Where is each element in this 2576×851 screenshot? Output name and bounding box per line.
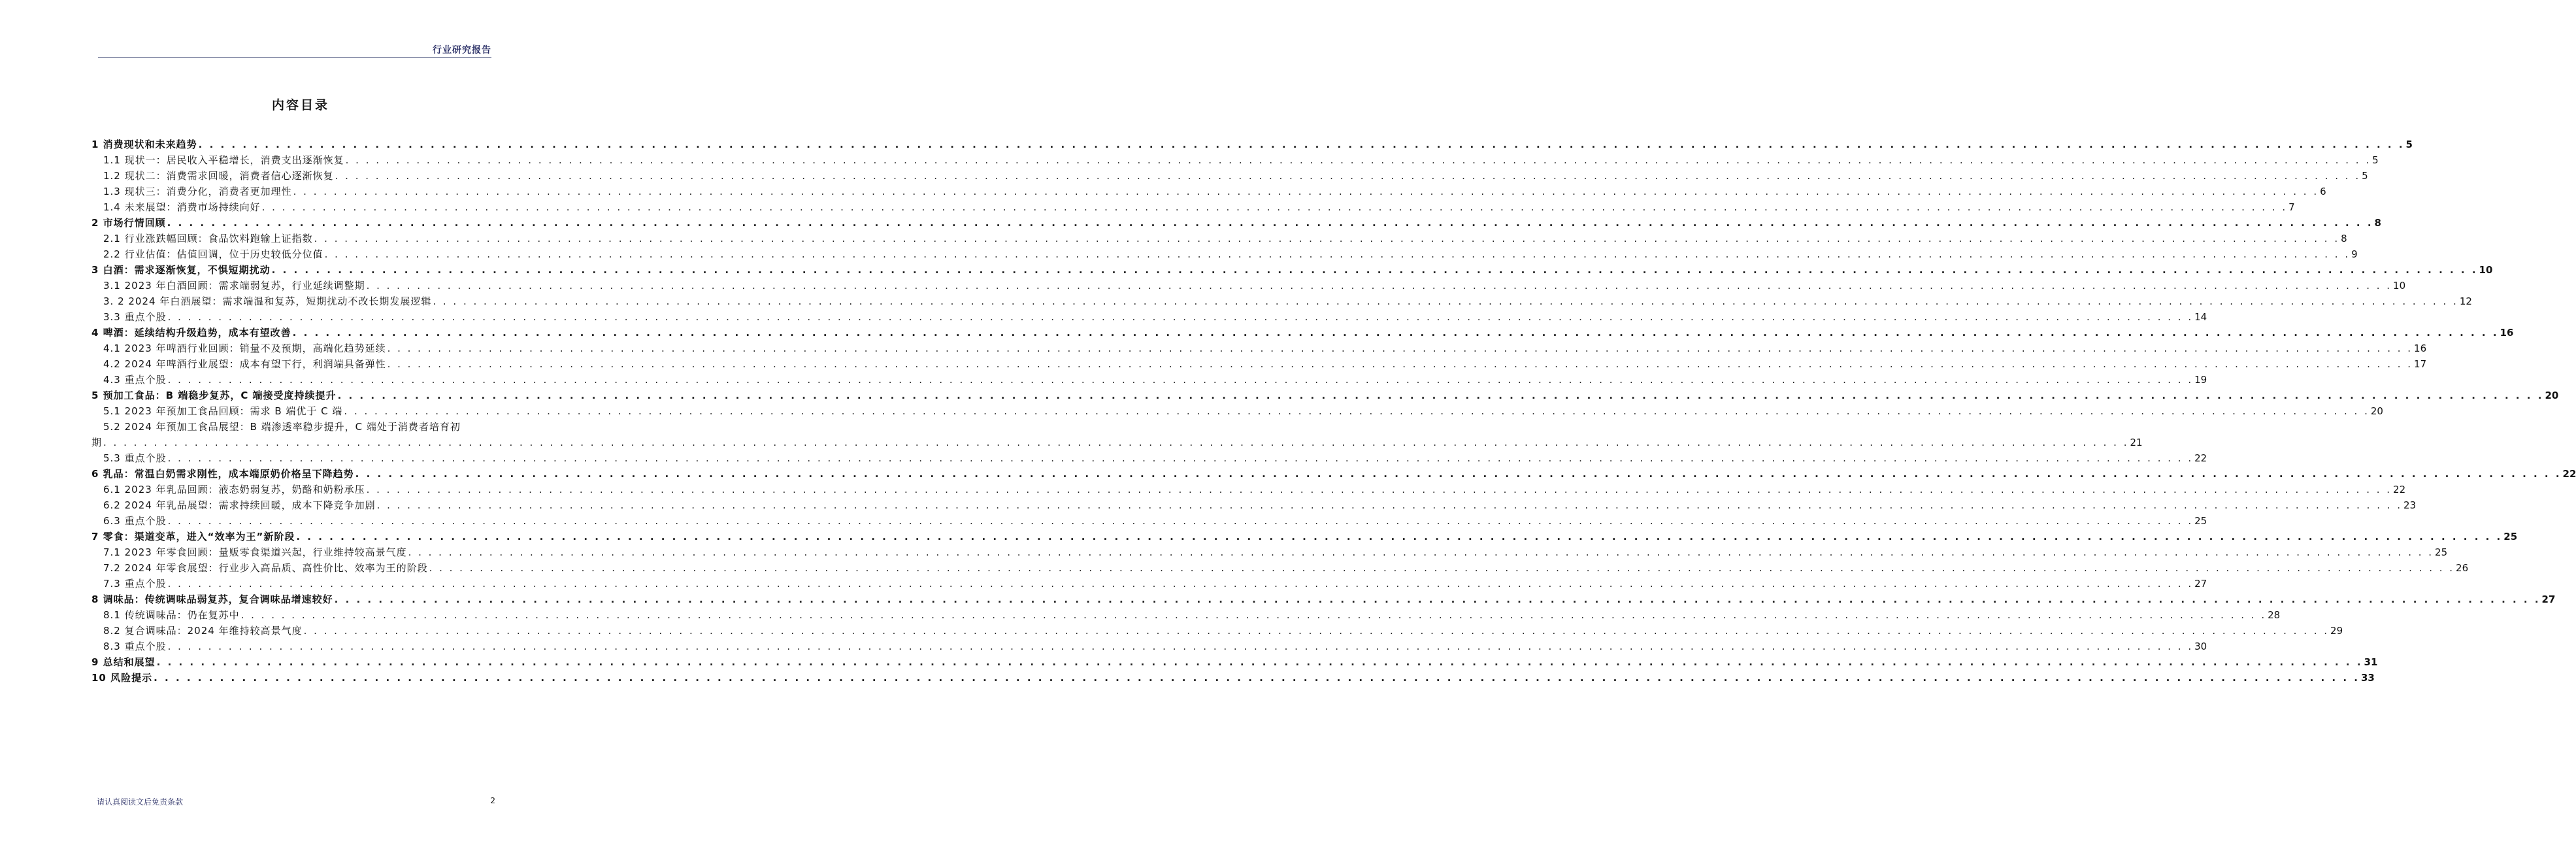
toc-entry-label: 2 市场行情回顾 xyxy=(91,217,166,229)
toc-dot-leader: . . . . . . . . . . . . . . . . . . . . . . . . . . . . . . . . . . . . . . . . . . . . . . . . . . . . . . . . . . . . . . . . . . . . . . . . . . . . . . . . . . . . . . . . . . . . . . . . . . . . . . . . . . . . . . . . . . . . . . . . . . . . . . . . . . . . . . . . . . . . . . . . . . . . . . . . . . . . . . . . . . . . . . . . . . . . . . . . . . . . . . . . . . . . . . . . . . . . . . . . xyxy=(167,311,2194,323)
toc-entry-label: 4 啤酒：延续结构升级趋势，成本有望改善 xyxy=(91,327,291,339)
toc-entry-page: 16 xyxy=(2414,342,2427,354)
toc-entry-label: 8 调味品：传统调味品弱复苏，复合调味品增速较好 xyxy=(91,593,333,605)
toc-entry[interactable] xyxy=(91,417,501,433)
toc-dot-leader: . . . . . . . . . . . . . . . . . . . . . . . . . . . . . . . . . . . . . . . . . . . . . . . . . . . . . . . . . . . . . . . . . . . . . . . . . . . . . . . . . . . . . . . . . . . . . . . . . . . . . . . . . . . . . . . . . . . . . . . . . . . . . . . . . . . . . . . . . . . . . . . . . . . . . . . . . . . . . . . . . . . . . . . . . . . . . . . . . . . . . . . . . . . . . . . . . . . . . . . . xyxy=(156,656,2363,668)
toc-entry-page: 25 xyxy=(2194,515,2207,527)
toc-entry-label: 3 白酒：需求逐渐恢复，不惧短期扰动 xyxy=(91,264,271,276)
toc-entry[interactable] xyxy=(91,511,2207,527)
toc-entry-label: 6.2 2024 年乳品展望：需求持续回暖，成本下降竞争加剧 xyxy=(103,499,376,511)
toc-entry[interactable] xyxy=(91,276,2406,292)
toc-entry[interactable] xyxy=(91,574,2207,590)
toc-entry-label: 期 xyxy=(91,437,103,448)
toc-entry-page: 29 xyxy=(2330,625,2343,637)
toc-entry-page: 27 xyxy=(2194,578,2207,590)
toc-dot-leader: . . . . . . . . . . . . . . . . . . . . . . . . . . . . . . . . . . . . . . . . . . . . . . . . . . . . . . . . . . . . . . . . . . . . . . . . . . . . . . . . . . . . . . . . . . . . . . . . . . . . . . . . . . . . . . . . . . . . . . . . . . . . . . . . . . . . . . . . . . . . . . . . . . . . . . . . . . . . . . . . . . . . . . . . . . . . . . . . . . . . . . . . . . . . . . . . . . . . . . . . xyxy=(334,593,2541,605)
toc-dot-leader: . . . . . . . . . . . . . . . . . . . . . . . . . . . . . . . . . . . . . . . . . . . . . . . . . . . . . . . . . . . . . . . . . . . . . . . . . . . . . . . . . . . . . . . . . . . . . . . . . . . . . . . . . . . . . . . . . . . . . . . . . . . . . . . . . . . . . . . . . . . . . . . . . . . . . . . . . . . . . . . . . . . . . . . . . . . . . . . . . . . . . . . . . . . . . . . . . . . . . . . . xyxy=(198,139,2405,150)
toc-entry-label: 6 乳品：常温白奶需求刚性，成本端原奶价格呈下降趋势 xyxy=(91,468,354,480)
toc-entry-label: 7 零食：渠道变革，进入“效率为王”新阶段 xyxy=(91,531,295,542)
toc-entry-label: 5.3 重点个股 xyxy=(103,452,167,464)
toc-entry-label: 6.1 2023 年乳品回顾：液态奶弱复苏，奶酪和奶粉承压 xyxy=(103,484,365,495)
toc-entry-page: 31 xyxy=(2364,656,2378,668)
toc-entry-label: 7.2 2024 年零食展望：行业步入高品质、高性价比、效率为王的阶段 xyxy=(103,562,428,574)
toc-title: 内容目录 xyxy=(271,98,329,112)
toc-entry-label: 5 预加工食品：B 端稳步复苏，C 端接受度持续提升 xyxy=(91,390,337,401)
toc-entry-page: 8 xyxy=(2341,233,2347,244)
toc-dot-leader: . . . . . . . . . . . . . . . . . . . . . . . . . . . . . . . . . . . . . . . . . . . . . . . . . . . . . . . . . . . . . . . . . . . . . . . . . . . . . . . . . . . . . . . . . . . . . . . . . . . . . . . . . . . . . . . . . . . . . . . . . . . . . . . . . . . . . . . . . . . . . . . . . . . . . . . . . . . . . . . . . . . . . . . . . . . . . . . . . . . . . . . . . . . . . . . . . . . . . . . . xyxy=(376,499,2403,511)
toc-entry[interactable] xyxy=(91,621,2343,637)
toc-entry-page: 21 xyxy=(2130,437,2143,448)
toc-dot-leader: . . . . . . . . . . . . . . . . . . . . . . . . . . . . . . . . . . . . . . . . . . . . . . . . . . . . . . . . . . . . . . . . . . . . . . . . . . . . . . . . . . . . . . . . . . . . . . . . . . . . . . . . . . . . . . . . . . . . . . . . . . . . . . . . . . . . . . . . . . . . . . . . . . . . . . . . . . . . . . . . . . . . . . . . . . . . . . . . . . . . . . . . . . . . . . . . . . . . . . . . xyxy=(314,233,2340,244)
toc-entry[interactable] xyxy=(91,229,2347,244)
toc-entry-label: 3.3 重点个股 xyxy=(103,311,167,323)
toc-entry[interactable] xyxy=(91,433,2143,448)
toc-entry-label: 8.1 传统调味品：仍在复苏中 xyxy=(103,609,240,621)
toc-dot-leader: . . . . . . . . . . . . . . . . . . . . . . . . . . . . . . . . . . . . . . . . . . . . . . . . . . . . . . . . . . . . . . . . . . . . . . . . . . . . . . . . . . . . . . . . . . . . . . . . . . . . . . . . . . . . . . . . . . . . . . . . . . . . . . . . . . . . . . . . . . . . . . . . . . . . . . . . . . . . . . . . . . . . . . . . . . . . . . . . . . . . . . . . . . . . . . . . . . . . . . . . xyxy=(324,248,2351,260)
toc-dot-leader: . . . . . . . . . . . . . . . . . . . . . . . . . . . . . . . . . . . . . . . . . . . . . . . . . . . . . . . . . . . . . . . . . . . . . . . . . . . . . . . . . . . . . . . . . . . . . . . . . . . . . . . . . . . . . . . . . . . . . . . . . . . . . . . . . . . . . . . . . . . . . . . . . . . . . . . . . . . . . . . . . . . . . . . . . . . . . . . . . . . . . . . . . . . . . . . . . . . . . . . . xyxy=(366,484,2392,495)
toc-dot-leader: . . . . . . . . . . . . . . . . . . . . . . . . . . . . . . . . . . . . . . . . . . . . . . . . . . . . . . . . . . . . . . . . . . . . . . . . . . . . . . . . . . . . . . . . . . . . . . . . . . . . . . . . . . . . . . . . . . . . . . . . . . . . . . . . . . . . . . . . . . . . . . . . . . . . . . . . . . . . . . . . . . . . . . . . . . . . . . . . . . . . . . . . . . . . . . . . . . . . . . . . xyxy=(387,342,2413,354)
toc-entry[interactable] xyxy=(91,590,2556,605)
toc-dot-leader: . . . . . . . . . . . . . . . . . . . . . . . . . . . . . . . . . . . . . . . . . . . . . . . . . . . . . . . . . . . . . . . . . . . . . . . . . . . . . . . . . . . . . . . . . . . . . . . . . . . . . . . . . . . . . . . . . . . . . . . . . . . . . . . . . . . . . . . . . . . . . . . . . . . . . . . . . . . . . . . . . . . . . . . . . . . . . . . . . . . . . . . . . . . . . . . . . . . . . . . . xyxy=(271,264,2478,276)
toc-entry-page: 5 xyxy=(2372,154,2379,166)
toc-entry-label: 3. 2 2024 年白酒展望：需求端温和复苏，短期扰动不改长期发展逻辑 xyxy=(103,295,432,307)
toc-entry-page: 9 xyxy=(2351,248,2358,260)
toc-entry-page: 22 xyxy=(2194,452,2207,464)
toc-entry-label: 4.2 2024 年啤酒行业展望：成本有望下行，利润端具备弹性 xyxy=(103,358,386,370)
toc-entry-label: 7.3 重点个股 xyxy=(103,578,167,590)
toc-dot-leader: . . . . . . . . . . . . . . . . . . . . . . . . . . . . . . . . . . . . . . . . . . . . . . . . . . . . . . . . . . . . . . . . . . . . . . . . . . . . . . . . . . . . . . . . . . . . . . . . . . . . . . . . . . . . . . . . . . . . . . . . . . . . . . . . . . . . . . . . . . . . . . . . . . . . . . . . . . . . . . . . . . . . . . . . . . . . . . . . . . . . . . . . . . . . . . . . . . . . . . . . xyxy=(167,641,2194,652)
toc-dot-leader: . . . . . . . . . . . . . . . . . . . . . . . . . . . . . . . . . . . . . . . . . . . . . . . . . . . . . . . . . . . . . . . . . . . . . . . . . . . . . . . . . . . . . . . . . . . . . . . . . . . . . . . . . . . . . . . . . . . . . . . . . . . . . . . . . . . . . . . . . . . . . . . . . . . . . . . . . . . . . . . . . . . . . . . . . . . . . . . . . . . . . . . . . . . . . . . . . . . . . . . . xyxy=(335,170,2361,182)
toc-entry-label: 10 风险提示 xyxy=(91,672,153,684)
toc-dot-leader: . . . . . . . . . . . . . . . . . . . . . . . . . . . . . . . . . . . . . . . . . . . . . . . . . . . . . . . . . . . . . . . . . . . . . . . . . . . . . . . . . . . . . . . . . . . . . . . . . . . . . . . . . . . . . . . . . . . . . . . . . . . . . . . . . . . . . . . . . . . . . . . . . . . . . . . . . . . . . . . . . . . . . . . . . . . . . . . . . . . . . . . . . . . . . . . . . . . . . . . . xyxy=(167,515,2194,527)
toc-dot-leader: . . . . . . . . . . . . . . . . . . . . . . . . . . . . . . . . . . . . . . . . . . . . . . . . . . . . . . . . . . . . . . . . . . . . . . . . . . . . . . . . . . . . . . . . . . . . . . . . . . . . . . . . . . . . . . . . . . . . . . . . . . . . . . . . . . . . . . . . . . . . . . . . . . . . . . . . . . . . . . . . . . . . . . . . . . . . . . . . . . . . . . . . . . . . . . . . . . . . . . . . xyxy=(154,672,2360,684)
toc-entry[interactable] xyxy=(91,166,2368,182)
toc-entry-label: 5.1 2023 年预加工食品回顾：需求 B 端优于 C 端 xyxy=(103,405,343,417)
toc-entry-page: 19 xyxy=(2194,374,2207,386)
toc-dot-leader: . . . . . . . . . . . . . . . . . . . . . . . . . . . . . . . . . . . . . . . . . . . . . . . . . . . . . . . . . . . . . . . . . . . . . . . . . . . . . . . . . . . . . . . . . . . . . . . . . . . . . . . . . . . . . . . . . . . . . . . . . . . . . . . . . . . . . . . . . . . . . . . . . . . . . . . . . . . . . . . . . . . . . . . . . . . . . . . . . . . . . . . . . . . . . . . . . . . . . . . . xyxy=(103,437,2129,448)
toc-entry[interactable] xyxy=(91,542,2448,558)
toc-entry[interactable] xyxy=(91,448,2207,464)
toc-dot-leader: . . . . . . . . . . . . . . . . . . . . . . . . . . . . . . . . . . . . . . . . . . . . . . . . . . . . . . . . . . . . . . . . . . . . . . . . . . . . . . . . . . . . . . . . . . . . . . . . . . . . . . . . . . . . . . . . . . . . . . . . . . . . . . . . . . . . . . . . . . . . . . . . . . . . . . . . . . . . . . . . . . . . . . . . . . . . . . . . . . . . . . . . . . . . . . . . . . . . . . . . xyxy=(167,217,2373,229)
toc-entry[interactable] xyxy=(91,135,2413,150)
toc-entry[interactable] xyxy=(91,182,2326,197)
toc-entry[interactable] xyxy=(91,527,2518,542)
table-of-contents xyxy=(91,135,2576,684)
toc-entry[interactable] xyxy=(91,652,2378,668)
toc-dot-leader: . . . . . . . . . . . . . . . . . . . . . . . . . . . . . . . . . . . . . . . . . . . . . . . . . . . . . . . . . . . . . . . . . . . . . . . . . . . . . . . . . . . . . . . . . . . . . . . . . . . . . . . . . . . . . . . . . . . . . . . . . . . . . . . . . . . . . . . . . . . . . . . . . . . . . . . . . . . . . . . . . . . . . . . . . . . . . . . . . . . . . . . . . . . . . . . . . . . . . . . . xyxy=(433,295,2458,307)
toc-entry-label: 2.1 行业涨跌幅回顾：食品饮料跑输上证指数 xyxy=(103,233,313,244)
toc-dot-leader: . . . . . . . . . . . . . . . . . . . . . . . . . . . . . . . . . . . . . . . . . . . . . . . . . . . . . . . . . . . . . . . . . . . . . . . . . . . . . . . . . . . . . . . . . . . . . . . . . . . . . . . . . . . . . . . . . . . . . . . . . . . . . . . . . . . . . . . . . . . . . . . . . . . . . . . . . . . . . . . . . . . . . . . . . . . . . . . . . . . . . . . . . . . . . . . . . . . . . . . . xyxy=(167,578,2194,590)
toc-entry[interactable] xyxy=(91,292,2472,307)
toc-dot-leader: . . . . . . . . . . . . . . . . . . . . . . . . . . . . . . . . . . . . . . . . . . . . . . . . . . . . . . . . . . . . . . . . . . . . . . . . . . . . . . . . . . . . . . . . . . . . . . . . . . . . . . . . . . . . . . . . . . . . . . . . . . . . . . . . . . . . . . . . . . . . . . . . . . . . . . . . . . . . . . . . . . . . . . . . . . . . . . . . . . . . . . . . . . . . . . . . . . . . . . . . xyxy=(345,154,2371,166)
toc-entry[interactable] xyxy=(91,370,2207,386)
toc-dot-leader: . . . . . . . . . . . . . . . . . . . . . . . . . . . . . . . . . . . . . . . . . . . . . . . . . . . . . . . . . . . . . . . . . . . . . . . . . . . . . . . . . . . . . . . . . . . . . . . . . . . . . . . . . . . . . . . . . . . . . . . . . . . . . . . . . . . . . . . . . . . . . . . . . . . . . . . . . . . . . . . . . . . . . . . . . . . . . . . . . . . . . . . . . . . . . . . . . . . . . . . . xyxy=(429,562,2455,574)
toc-entry[interactable] xyxy=(91,558,2469,574)
toc-entry-label: 3.1 2023 年白酒回顾：需求端弱复苏，行业延续调整期 xyxy=(103,280,365,292)
toc-entry-page: 25 xyxy=(2503,531,2518,542)
toc-entry[interactable] xyxy=(91,323,2514,339)
toc-dot-leader: . . . . . . . . . . . . . . . . . . . . . . . . . . . . . . . . . . . . . . . . . . . . . . . . . . . . . . . . . . . . . . . . . . . . . . . . . . . . . . . . . . . . . . . . . . . . . . . . . . . . . . . . . . . . . . . . . . . . . . . . . . . . . . . . . . . . . . . . . . . . . . . . . . . . . . . . . . . . . . . . . . . . . . . . . . . . . . . . . . . . . . . . . . . . . . . . . . . . . . . . xyxy=(240,609,2267,621)
toc-dot-leader: . . . . . . . . . . . . . . . . . . . . . . . . . . . . . . . . . . . . . . . . . . . . . . . . . . . . . . . . . . . . . . . . . . . . . . . . . . . . . . . . . . . . . . . . . . . . . . . . . . . . . . . . . . . . . . . . . . . . . . . . . . . . . . . . . . . . . . . . . . . . . . . . . . . . . . . . . . . . . . . . . . . . . . . . . . . . . . . . . . . . . . . . . . . . . . . . . . . . . . . . xyxy=(167,452,2194,464)
toc-entry-page: 22 xyxy=(2562,468,2576,480)
toc-entry-page: 12 xyxy=(2459,295,2472,307)
toc-entry-page: 7 xyxy=(2288,201,2295,213)
toc-entry-page: 20 xyxy=(2545,390,2559,401)
toc-entry-page: 16 xyxy=(2500,327,2514,339)
toc-entry-label: 4.1 2023 年啤酒行业回顾：销量不及预期，高端化趋势延续 xyxy=(103,342,386,354)
toc-entry[interactable] xyxy=(91,354,2427,370)
toc-dot-leader: . . . . . . . . . . . . . . . . . . . . . . . . . . . . . . . . . . . . . . . . . . . . . . . . . . . . . . . . . . . . . . . . . . . . . . . . . . . . . . . . . . . . . . . . . . . . . . . . . . . . . . . . . . . . . . . . . . . . . . . . . . . . . . . . . . . . . . . . . . . . . . . . . . . . . . . . . . . . . . . . . . . . . . . . . . . . . . . . . . . . . . . . . . . . . . . . . . . . . . . . xyxy=(293,186,2319,197)
toc-entry[interactable] xyxy=(91,197,2295,213)
toc-entry-page: 10 xyxy=(2393,280,2406,292)
toc-entry-page: 27 xyxy=(2541,593,2556,605)
toc-entry-label: 6.3 重点个股 xyxy=(103,515,167,527)
toc-entry-label: 1.2 现状二：消费需求回暖，消费者信心逐渐恢复 xyxy=(103,170,334,182)
toc-entry-label: 1.1 现状一：居民收入平稳增长，消费支出逐渐恢复 xyxy=(103,154,344,166)
toc-dot-leader: . . . . . . . . . . . . . . . . . . . . . . . . . . . . . . . . . . . . . . . . . . . . . . . . . . . . . . . . . . . . . . . . . . . . . . . . . . . . . . . . . . . . . . . . . . . . . . . . . . . . . . . . . . . . . . . . . . . . . . . . . . . . . . . . . . . . . . . . . . . . . . . . . . . . . . . . . . . . . . . . . . . . . . . . . . . . . . . . . . . . . . . . . . . . . . . . . . . . . . . . xyxy=(303,625,2330,637)
toc-entry-page: 28 xyxy=(2268,609,2281,621)
toc-entry-page: 5 xyxy=(2405,139,2413,150)
toc-entry-page: 5 xyxy=(2362,170,2368,182)
toc-entry[interactable] xyxy=(91,495,2417,511)
toc-dot-leader: . . . . . . . . . . . . . . . . . . . . . . . . . . . . . . . . . . . . . . . . . . . . . . . . . . . . . . . . . . . . . . . . . . . . . . . . . . . . . . . . . . . . . . . . . . . . . . . . . . . . . . . . . . . . . . . . . . . . . . . . . . . . . . . . . . . . . . . . . . . . . . . . . . . . . . . . . . . . . . . . . . . . . . . . . . . . . . . . . . . . . . . . . . . . . . . . . . . . . . . . xyxy=(366,280,2392,292)
toc-entry-label: 9 总结和展望 xyxy=(91,656,156,668)
toc-entry[interactable] xyxy=(91,605,2281,621)
toc-entry-page: 23 xyxy=(2403,499,2417,511)
toc-dot-leader: . . . . . . . . . . . . . . . . . . . . . . . . . . . . . . . . . . . . . . . . . . . . . . . . . . . . . . . . . . . . . . . . . . . . . . . . . . . . . . . . . . . . . . . . . . . . . . . . . . . . . . . . . . . . . . . . . . . . . . . . . . . . . . . . . . . . . . . . . . . . . . . . . . . . . . . . . . . . . . . . . . . . . . . . . . . . . . . . . . . . . . . . . . . . . . . . . . . . . . . . xyxy=(344,405,2370,417)
toc-dot-leader: . . . . . . . . . . . . . . . . . . . . . . . . . . . . . . . . . . . . . . . . . . . . . . . . . . . . . . . . . . . . . . . . . . . . . . . . . . . . . . . . . . . . . . . . . . . . . . . . . . . . . . . . . . . . . . . . . . . . . . . . . . . . . . . . . . . . . . . . . . . . . . . . . . . . . . . . . . . . . . . . . . . . . . . . . . . . . . . . . . . . . . . . . . . . . . . . . . . . . . . . xyxy=(408,546,2434,558)
toc-entry[interactable] xyxy=(91,213,2381,229)
page-number: 2 xyxy=(490,796,495,805)
toc-entry[interactable] xyxy=(91,307,2207,323)
disclaimer-note: 请认真阅读文后免责条款 xyxy=(97,797,184,807)
toc-entry-page: 33 xyxy=(2360,672,2375,684)
toc-entry-page: 25 xyxy=(2435,546,2448,558)
toc-entry-page: 20 xyxy=(2370,405,2383,417)
toc-dot-leader: . . . . . . . . . . . . . . . . . . . . . . . . . . . . . . . . . . . . . . . . . . . . . . . . . . . . . . . . . . . . . . . . . . . . . . . . . . . . . . . . . . . . . . . . . . . . . . . . . . . . . . . . . . . . . . . . . . . . . . . . . . . . . . . . . . . . . . . . . . . . . . . . . . . . . . . . . . . . . . . . . . . . . . . . . . . . . . . . . . . . . . . . . . . . . . . . . . . . . . . . xyxy=(296,531,2503,542)
toc-entry-label: 7.1 2023 年零食回顾：量贩零食渠道兴起，行业维持较高景气度 xyxy=(103,546,407,558)
toc-entry[interactable] xyxy=(91,668,2375,684)
toc-entry-label: 8.3 重点个股 xyxy=(103,641,167,652)
toc-entry[interactable] xyxy=(91,401,2383,417)
toc-entry[interactable] xyxy=(91,244,2358,260)
toc-entry[interactable] xyxy=(91,260,2493,276)
toc-dot-leader: . . . . . . . . . . . . . . . . . . . . . . . . . . . . . . . . . . . . . . . . . . . . . . . . . . . . . . . . . . . . . . . . . . . . . . . . . . . . . . . . . . . . . . . . . . . . . . . . . . . . . . . . . . . . . . . . . . . . . . . . . . . . . . . . . . . . . . . . . . . . . . . . . . . . . . . . . . . . . . . . . . . . . . . . . . . . . . . . . . . . . . . . . . . . . . . . . . . . . . . . xyxy=(387,358,2413,370)
toc-entry-page: 8 xyxy=(2374,217,2381,229)
toc-dot-leader: . . . . . . . . . . . . . . . . . . . . . . . . . . . . . . . . . . . . . . . . . . . . . . . . . . . . . . . . . . . . . . . . . . . . . . . . . . . . . . . . . . . . . . . . . . . . . . . . . . . . . . . . . . . . . . . . . . . . . . . . . . . . . . . . . . . . . . . . . . . . . . . . . . . . . . . . . . . . . . . . . . . . . . . . . . . . . . . . . . . . . . . . . . . . . . . . . . . . . . . . xyxy=(167,374,2194,386)
toc-entry-page: 6 xyxy=(2320,186,2326,197)
toc-entry-page: 30 xyxy=(2194,641,2207,652)
toc-entry-label: 8.2 复合调味品：2024 年维持较高景气度 xyxy=(103,625,303,637)
report-type-label: 行业研究报告 xyxy=(433,45,491,56)
toc-entry-page: 26 xyxy=(2456,562,2469,574)
toc-entry-page: 22 xyxy=(2393,484,2406,495)
toc-entry-label: 1.3 现状三：消费分化，消费者更加理性 xyxy=(103,186,292,197)
toc-entry[interactable] xyxy=(91,386,2559,401)
toc-entry[interactable] xyxy=(91,150,2379,166)
toc-entry-page: 14 xyxy=(2194,311,2207,323)
toc-entry[interactable] xyxy=(91,464,2576,480)
toc-entry-page: 17 xyxy=(2414,358,2427,370)
toc-dot-leader: . . . . . . . . . . . . . . . . . . . . . . . . . . . . . . . . . . . . . . . . . . . . . . . . . . . . . . . . . . . . . . . . . . . . . . . . . . . . . . . . . . . . . . . . . . . . . . . . . . . . . . . . . . . . . . . . . . . . . . . . . . . . . . . . . . . . . . . . . . . . . . . . . . . . . . . . . . . . . . . . . . . . . . . . . . . . . . . . . . . . . . . . . . . . . . . . . . . . . . . . xyxy=(292,327,2499,339)
toc-entry-label: 2.2 行业估值：估值回调，位于历史较低分位值 xyxy=(103,248,323,260)
toc-entry-page: 10 xyxy=(2479,264,2493,276)
toc-dot-leader: . . . . . . . . . . . . . . . . . . . . . . . . . . . . . . . . . . . . . . . . . . . . . . . . . . . . . . . . . . . . . . . . . . . . . . . . . . . . . . . . . . . . . . . . . . . . . . . . . . . . . . . . . . . . . . . . . . . . . . . . . . . . . . . . . . . . . . . . . . . . . . . . . . . . . . . . . . . . . . . . . . . . . . . . . . . . . . . . . . . . . . . . . . . . . . . . . . . . . . . . xyxy=(261,201,2288,213)
toc-dot-leader: . . . . . . . . . . . . . . . . . . . . . . . . . . . . . . . . . . . . . . . . . . . . . . . . . . . . . . . . . . . . . . . . . . . . . . . . . . . . . . . . . . . . . . . . . . . . . . . . . . . . . . . . . . . . . . . . . . . . . . . . . . . . . . . . . . . . . . . . . . . . . . . . . . . . . . . . . . . . . . . . . . . . . . . . . . . . . . . . . . . . . . . . . . . . . . . . . . . . . . . . xyxy=(355,468,2562,480)
toc-entry-label: 5.2 2024 年预加工食品展望：B 端渗透率稳步提升，C 端处于消费者培育初 xyxy=(103,421,461,433)
toc-entry[interactable] xyxy=(91,339,2427,354)
toc-dot-leader: . . . . . . . . . . . . . . . . . . . . . . . . . . . . . . . . . . . . . . . . . . . . . . . . . . . . . . . . . . . . . . . . . . . . . . . . . . . . . . . . . . . . . . . . . . . . . . . . . . . . . . . . . . . . . . . . . . . . . . . . . . . . . . . . . . . . . . . . . . . . . . . . . . . . . . . . . . . . . . . . . . . . . . . . . . . . . . . . . . . . . . . . . . . . . . . . . . . . . . . . xyxy=(337,390,2544,401)
toc-entry[interactable] xyxy=(91,480,2406,495)
toc-entry[interactable] xyxy=(91,637,2207,652)
toc-entry-label: 1.4 未来展望：消费市场持续向好 xyxy=(103,201,261,213)
toc-entry-label: 4.3 重点个股 xyxy=(103,374,167,386)
toc-entry-label: 1 消费现状和未来趋势 xyxy=(91,139,197,150)
